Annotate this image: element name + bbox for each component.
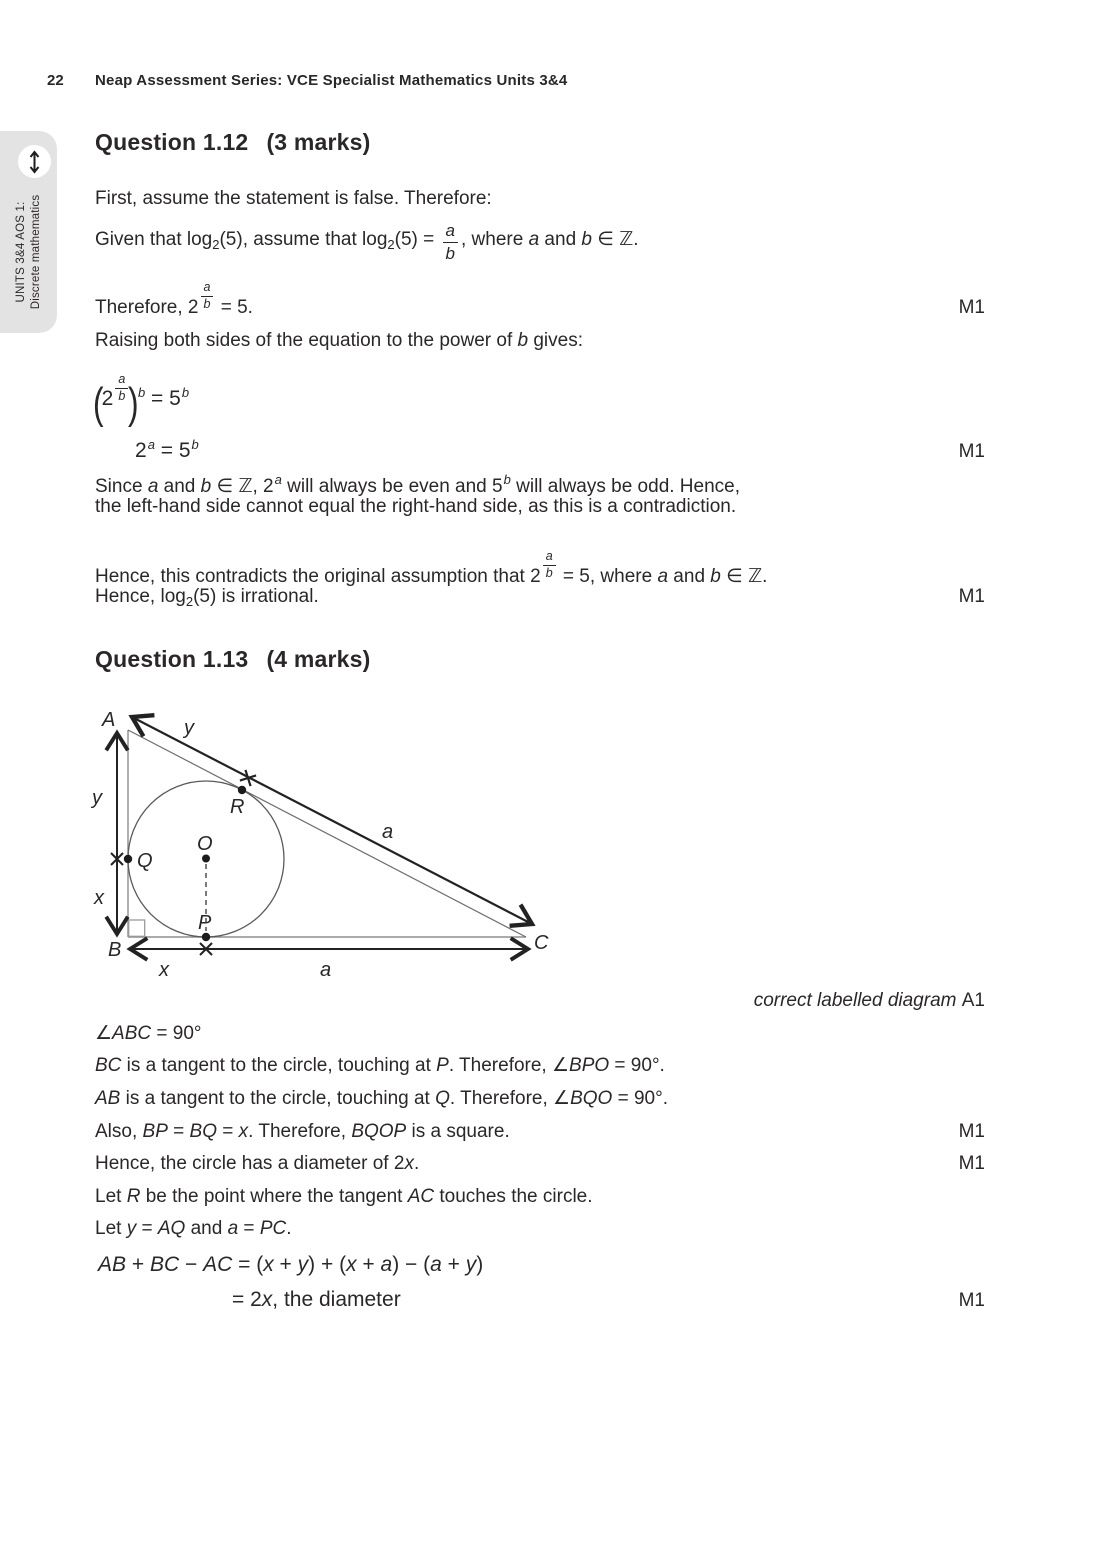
label-P: P: [198, 912, 212, 934]
solution-step: [95, 1216, 985, 1242]
measure-BC: [130, 943, 528, 955]
label-O: O: [197, 833, 213, 855]
up-down-arrow-icon: [18, 145, 51, 178]
label-Q: Q: [137, 850, 153, 872]
mark-label: M1: [958, 296, 985, 318]
header-title: Neap Assessment Series: VCE Specialist Mathematics Units 3&4: [95, 72, 568, 89]
solution-step: [95, 221, 985, 263]
step-text: Therefore, 2 $\frac{a}{b}$ = 5.: [95, 280, 253, 318]
label-R: R: [230, 796, 245, 818]
point-Q: [124, 855, 132, 863]
step-text: Hence, the circle has a diameter of 2x.: [95, 1153, 420, 1174]
point-R: [238, 786, 246, 794]
label-C: C: [534, 932, 549, 954]
mark-label: M1: [958, 1290, 985, 1311]
step-text: First, assume the statement is false. Therefore:: [95, 188, 492, 209]
step-text: Raising both sides of the equation to the power of b gives:: [95, 330, 583, 351]
page-number: 22: [47, 72, 64, 89]
question-1-12-heading: Question 1.12 (3 marks): [95, 129, 371, 155]
label-a-bottom: a: [320, 959, 332, 981]
step-text: Since a and b ∈ ℤ, 2$^a$ will always be even and 5$^b$ will always be odd. Hence,: [95, 472, 741, 497]
step-text: Hence, this contradicts the original assumption that 2 $\frac{a}{b}$ = 5, where a and b ∈ ℤ.: [95, 549, 768, 587]
label-y-hyp: y: [184, 717, 194, 739]
solution-step: [95, 1021, 985, 1047]
question-1-13-heading: Question 1.13 (4 marks): [95, 646, 371, 672]
measure-AB: [111, 733, 123, 934]
step-text: the left-hand side cannot equal the right-hand side, as this is a contradiction.: [95, 496, 737, 517]
measure-AC: [132, 717, 532, 924]
step-text: Hence, $\log_2(5)$ is irrational.: [95, 586, 319, 609]
solution-step: [95, 494, 985, 520]
solution-step: [95, 1184, 985, 1210]
step-text: AB is a tangent to the circle, touching at Q. Therefore, ∠BQO = 90°.: [95, 1088, 668, 1109]
triangle-incircle-diagram: [88, 700, 588, 992]
label-x-left: x: [94, 887, 104, 909]
step-text: Also, BP = BQ = x. Therefore, BQOP is a square.: [95, 1121, 510, 1142]
marks-label: (4 marks): [266, 646, 371, 672]
mark-label: M1: [958, 1121, 985, 1142]
label-A: A: [102, 709, 116, 731]
equation-line: [95, 1252, 985, 1278]
solution-step: [95, 1053, 985, 1079]
step-text: $2^a = 5^b$: [135, 437, 199, 462]
step-text: Given that $\log_2(5)$, assume that $\log_2(5)$ = $\frac{a}{b}$ , where a and b ∈ ℤ.: [95, 221, 639, 263]
step-text: ∠ABC = 90°: [95, 1023, 202, 1044]
solution-step: [95, 281, 985, 321]
diagram-mark-note: [95, 988, 985, 1014]
mark-label: M1: [958, 586, 985, 607]
label-y-left: y: [92, 787, 102, 809]
right-angle-marker: [129, 920, 145, 936]
step-text: (2 $\frac{a}{b}$ )$^b = 5^b$: [93, 372, 190, 428]
sidebar-tab-label: UNITS 3&4 AOS 1: Discrete mathematics: [14, 194, 42, 310]
step-text: Let R be the point where the tangent AC touches the circle.: [95, 1186, 593, 1207]
label-B: B: [108, 939, 122, 961]
step-text: correct labelled diagram A1: [753, 990, 985, 1011]
solution-step: [95, 328, 985, 354]
step-text: Let y = AQ and a = PC.: [95, 1218, 292, 1239]
point-P: [202, 933, 210, 941]
equation-line: [93, 372, 985, 428]
label-x-bottom: x: [159, 959, 169, 981]
mark-label: M1: [958, 441, 985, 462]
marks-label: (3 marks): [266, 129, 371, 155]
step-text: BC is a tangent to the circle, touching at P. Therefore, ∠BPO = 90°.: [95, 1055, 665, 1076]
label-a-hyp: a: [382, 821, 394, 843]
step-text: = 2x, the diameter: [232, 1288, 401, 1311]
solution-step: [95, 186, 985, 212]
triangle: [128, 730, 526, 937]
solution-step: [95, 584, 985, 615]
mark-label: M1: [958, 1153, 985, 1174]
solution-step: [95, 1119, 985, 1145]
solution-step: [95, 1086, 985, 1112]
equation-line: [95, 1287, 985, 1314]
equation-line: [95, 432, 985, 465]
solution-step: [95, 1151, 985, 1177]
step-text: AB + BC − AC = (x + y) + (x + a) − (a + y): [98, 1253, 484, 1276]
sidebar-tab-units: [0, 131, 57, 333]
